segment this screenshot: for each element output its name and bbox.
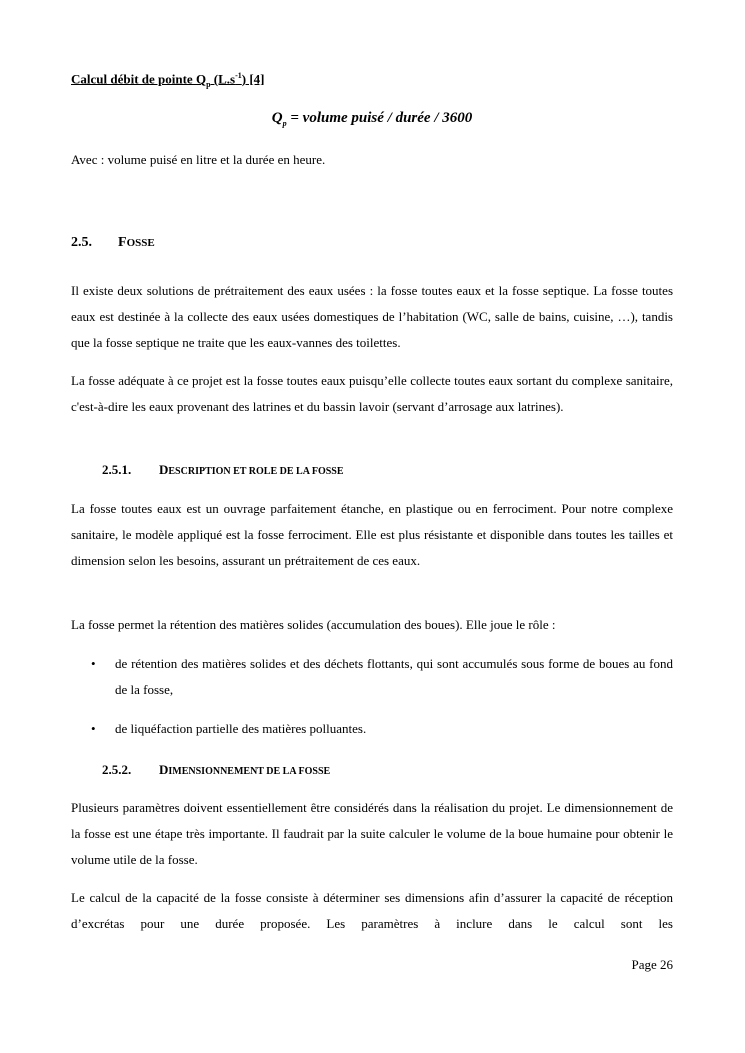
dimensionnement-paragraph-1: Plusieurs paramètres doivent essentiellement être considérés dans la réalisation du projet. Le dimensionnement de la fosse est une étape très importante. Il faudrait par la suite calculer le volume de la boue humaine pour obtenir le volume utile de la fosse. (71, 800, 673, 867)
list-item-text: de rétention des matières solides et des déchets flottants, qui sont accumulés sous forme de boues au fond de la fosse, (115, 656, 673, 697)
description-paragraph-1: La fosse toutes eaux est un ouvrage parfaitement étanche, en plastique ou en ferrociment. Pour notre complexe sanitaire, le modèle appliqué est la fosse ferrociment. Elle est plus résistante et disponible dans toutes les tailles et dimension selon les besoins, assurant un prétraitement de ces eaux. (71, 501, 673, 568)
page-number: Page 26 (631, 957, 673, 972)
fosse-paragraph-2: La fosse adéquate à ce projet est la fosse toutes eaux puisqu’elle collecte toutes eaux sortant du complexe sanitaire, c'est-à-dire les eaux provenant des latrines et du bassin lavoir (servant d’arrosage aux latrines). (71, 373, 673, 414)
subsection-heading-dimensionnement: 2.5.2. DIMENSIONNEMENT DE LA FOSSE (102, 762, 331, 777)
section-heading-fosse: 2.5. FOSSE (71, 235, 155, 250)
bullet-icon: • (91, 656, 96, 671)
subsection-heading-description: 2.5.1. DESCRIPTION ET ROLE DE LA FOSSE (102, 462, 344, 477)
description-paragraph-2: La fosse permet la rétention des matières solides (accumulation des boues). Elle joue le rôle : (71, 617, 556, 632)
fosse-paragraph-1: Il existe deux solutions de prétraitement des eaux usées : la fosse toutes eaux et la fosse septique. La fosse toutes eaux est destinée à la collecte des eaux usées domestiques de l’habitation (WC, salle de bains, cuisine, …), tandis que la fosse septique ne traite que les eaux-vannes des toilettes. (71, 283, 673, 350)
formula-explanation: Avec : volume puisé en litre et la durée en heure. (71, 152, 326, 167)
dimensionnement-paragraph-2: Le calcul de la capacité de la fosse consiste à déterminer ses dimensions afin d’assurer la capacité de réception d’excrétas pour une durée proposée. Les paramètres à inclure dans le calcul sont les (71, 890, 673, 931)
flow-formula: $Q_p$ = volume puisé / durée / 3600 (271, 110, 473, 128)
bullet-icon: • (91, 721, 96, 736)
calc-heading: Calcul débit de pointe $Q_p$ $(L.s^{-1})$ [4] (71, 71, 265, 89)
list-item-text: de liquéfaction partielle des matières polluantes. (115, 721, 367, 736)
